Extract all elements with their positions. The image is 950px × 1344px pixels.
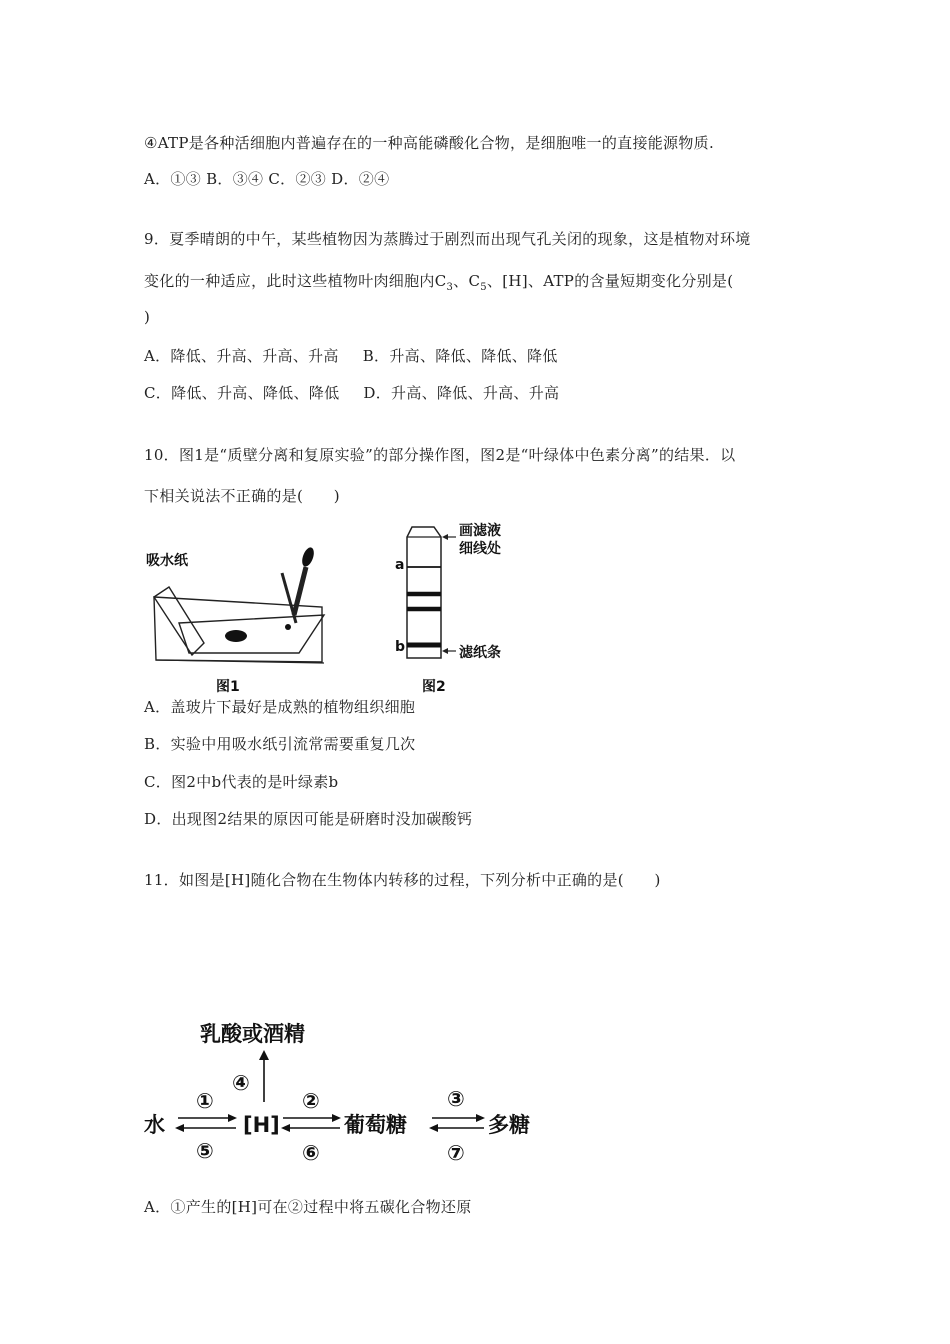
q9-option-b: B．升高、降低、降低、降低 xyxy=(362,347,558,365)
arrowhead-7 xyxy=(429,1124,438,1132)
q11-diagram xyxy=(140,1010,560,1175)
q9-stem-line3: ) xyxy=(144,308,151,326)
diagram-polysaccharide: 多糖 xyxy=(488,1113,530,1137)
q11-stem: 11．如图是[H]随化合物在生物体内转移的过程，下列分析中正确的是( ) xyxy=(144,871,661,889)
fig2-drawing xyxy=(395,522,501,695)
q8-statement-4: ④ATP是各种活细胞内普遍存在的一种高能磷酸化合物，是细胞唯一的直接能源物质. xyxy=(144,134,715,152)
fig1-label-paper: 吸水纸 xyxy=(146,553,188,569)
q10-option-a: A．盖玻片下最好是成熟的植物组织细胞 xyxy=(144,698,416,716)
diagram-water: 水 xyxy=(144,1113,165,1137)
arrowhead-4 xyxy=(259,1050,269,1060)
fig1-drawing xyxy=(146,546,324,695)
q8-options: A．①③ B．③④ C．②③ D．②④ xyxy=(144,170,390,188)
arrowhead-5 xyxy=(175,1124,184,1132)
arrowhead-3 xyxy=(476,1114,485,1122)
q10-option-b: B．实验中用吸水纸引流常需要重复几次 xyxy=(144,735,416,753)
q9-stem-line1: 9．夏季晴朗的中午，某些植物因为蒸腾过于剧烈而出现气孔关闭的现象，这是植物对环境 xyxy=(144,230,751,248)
q9-stem-text-a: 变化的一种适应，此时这些植物叶肉细胞内C xyxy=(144,272,447,290)
fig1-specimen xyxy=(225,630,247,642)
label-6: ⑥ xyxy=(302,1141,320,1165)
fig2-label-strip: 滤纸条 xyxy=(459,645,501,661)
fig2-label-line2: 细线处 xyxy=(459,541,501,557)
label-5: ⑤ xyxy=(196,1139,214,1163)
diagram-h: [H] xyxy=(243,1113,280,1137)
fig1-dropper-tube xyxy=(282,573,296,623)
fig2-caption: 图2 xyxy=(422,679,446,695)
fig2-label-line1: 画滤液 xyxy=(459,523,501,539)
fig1-cover-glass xyxy=(179,615,324,653)
label-7: ⑦ xyxy=(447,1141,465,1165)
fig2-label-a: a xyxy=(395,557,405,573)
arrowhead-6 xyxy=(281,1124,290,1132)
fig2-arrowhead-top xyxy=(442,534,448,540)
q11-option-a: A．①产生的[H]可在②过程中将五碳化合物还原 xyxy=(144,1198,472,1216)
q10-figures xyxy=(144,515,544,695)
label-4: ④ xyxy=(232,1071,250,1095)
fig1-dropper-body xyxy=(294,567,306,615)
q9-stem-text-b: 、[H]、ATP的含量短期变化分别是( xyxy=(486,272,734,290)
label-2: ② xyxy=(302,1089,320,1113)
fig2-arrowhead-bottom xyxy=(442,648,448,654)
q9-sep: 、C xyxy=(453,272,481,290)
arrowhead-1 xyxy=(228,1114,237,1122)
q10-option-c: C．图2中b代表的是叶绿素b xyxy=(144,773,339,791)
arrowhead-2 xyxy=(332,1114,341,1122)
q9-option-d: D．升高、降低、升高、升高 xyxy=(363,384,560,402)
fig1-drop xyxy=(285,624,291,630)
q9-options-ab xyxy=(144,345,558,366)
diagram-glucose: 葡萄糖 xyxy=(344,1113,407,1137)
q10-option-d: D．出现图2结果的原因可能是研磨时没加碳酸钙 xyxy=(144,810,473,828)
q9-option-a: A．降低、升高、升高、升高 xyxy=(144,347,339,365)
label-1: ① xyxy=(196,1089,214,1113)
diagram-lactic-or-alcohol: 乳酸或酒精 xyxy=(200,1022,305,1046)
q9-options-cd xyxy=(144,382,559,403)
fig1-dropper-bulb xyxy=(300,546,316,568)
q9-sub-5: 5 xyxy=(480,282,487,293)
q9-stem-line2 xyxy=(144,270,733,293)
q9-sub-3: 3 xyxy=(446,282,454,293)
q9-option-c: C．降低、升高、降低、降低 xyxy=(144,384,340,402)
q10-stem-line1: 10．图1是“质壁分离和复原实验”的部分操作图，图2是“叶绿体中色素分离”的结果．以 xyxy=(144,446,736,464)
fig1-caption: 图1 xyxy=(216,679,240,695)
label-3: ③ xyxy=(447,1087,465,1111)
fig2-label-b: b xyxy=(395,639,406,655)
q10-stem-line2: 下相关说法不正确的是( ) xyxy=(144,487,340,505)
